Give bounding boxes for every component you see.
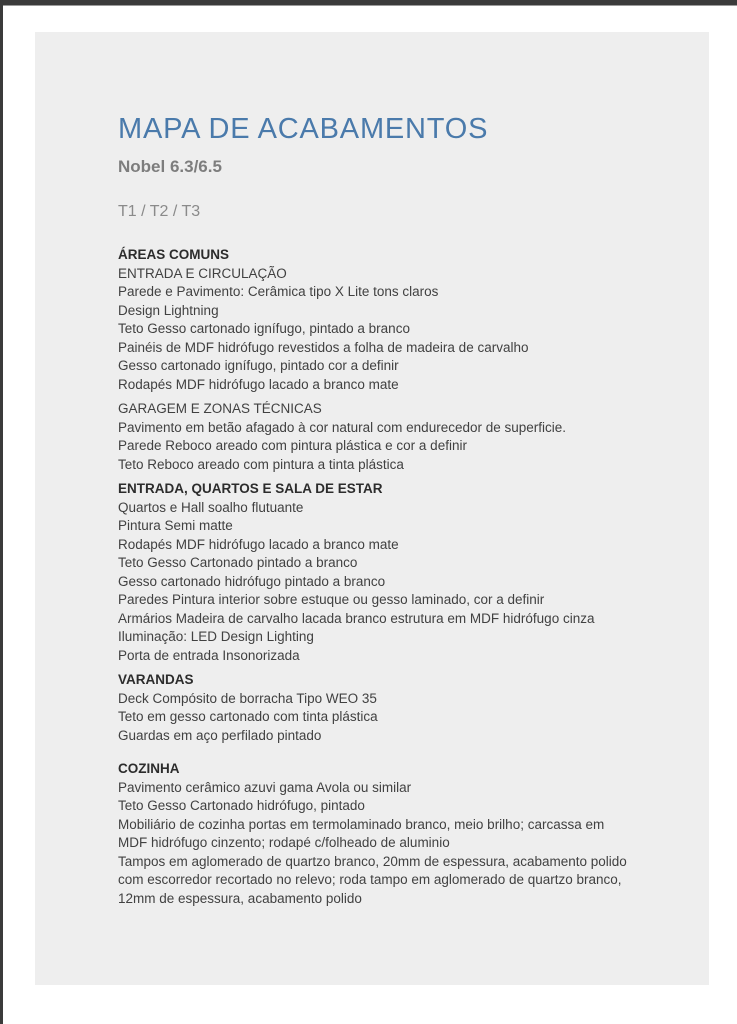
document-page (35, 32, 709, 985)
spec-line: Paredes Pintura interior sobre estuque ou gesso laminado, cor a definir (118, 592, 545, 607)
spec-line: Teto Gesso Cartonado hidrófugo, pintado (118, 798, 365, 813)
spec-line: Parede Reboco areado com pintura plástica e cor a definir (118, 438, 467, 453)
section-cozinha (118, 760, 663, 908)
spec-line: Teto Gesso Cartonado pintado a branco (118, 555, 358, 570)
spec-line: Parede e Pavimento: Cerâmica tipo X Lite tons claros (118, 284, 439, 299)
left-frame-bar (0, 0, 3, 1024)
section-entrada-quartos-e-sala-de-estar (118, 480, 663, 665)
spec-line: Pavimento em betão afagado à cor natural com endurecedor de superficie. (118, 419, 567, 435)
spec-line: ENTRADA E CIRCULAÇÃO (118, 265, 287, 281)
section-heading: VARANDAS (118, 672, 194, 687)
section-heading: COZINHA (118, 761, 180, 776)
section-heading: ENTRADA, QUARTOS E SALA DE ESTAR (118, 481, 383, 496)
spec-line: Pintura Semi matte (118, 518, 233, 533)
spec-line: Pavimento cerâmico azuvi gama Avola ou similar (118, 779, 412, 795)
spec-line: Rodapés MDF hidrófugo lacado a branco mate (118, 536, 399, 552)
section-garagem-e-zonas-tecnicas (118, 400, 663, 474)
spec-line: Teto em gesso cartonado com tinta plástica (118, 709, 378, 724)
project-subtitle: Nobel 6.3/6.5 (118, 157, 222, 176)
spec-line: Mobiliário de cozinha portas em termolaminado branco, meio brilho; carcassa em MDF hidrófugo cinzento; rodapé c/folheado de aluminio (118, 816, 605, 850)
spec-line: Deck Compósito de borracha Tipo WEO 35 (118, 690, 377, 706)
sections (118, 246, 663, 908)
page-title: MAPA DE ACABAMENTOS (118, 113, 489, 145)
spec-line: Painéis de MDF hidrófugo revestidos a folha de madeira de carvalho (118, 339, 529, 355)
spec-line: Quartos e Hall soalho flutuante (118, 499, 304, 515)
spec-line: Gesso cartonado ignífugo, pintado cor a definir (118, 358, 399, 373)
typologies-line: T1 / T2 / T3 (118, 203, 201, 220)
spec-line: Teto Reboco areado com pintura a tinta plástica (118, 456, 404, 472)
section-heading: GARAGEM E ZONAS TÉCNICAS (118, 401, 322, 416)
spec-line: Porta de entrada Insonorizada (118, 647, 300, 663)
spec-line: Guardas em aço perfilado pintado (118, 727, 322, 743)
spec-line: Iluminação: LED Design Lighting (118, 629, 314, 644)
spec-line: Tampos em aglomerado de quartzo branco, 20mm de espessura, acabamento polido com escorredor recortado no relevo; roda tampo em aglomerado de quartzo branco, 12mm de espessura, acabamento polido (118, 853, 627, 906)
section-varandas (118, 671, 663, 745)
spec-line: Armários Madeira de carvalho lacada branco estrutura em MDF hidrófugo cinza (118, 610, 595, 626)
section-areas-comuns (118, 246, 663, 394)
spec-line: Rodapés MDF hidrófugo lacado a branco mate (118, 376, 399, 392)
document-content (118, 112, 663, 914)
spec-line: Teto Gesso cartonado ignífugo, pintado a branco (118, 321, 410, 336)
section-heading: ÁREAS COMUNS (118, 247, 230, 262)
top-frame-bar (0, 0, 737, 6)
spec-line: Design Lightning (118, 302, 219, 318)
spec-line: Gesso cartonado hidrófugo pintado a branco (118, 573, 386, 589)
